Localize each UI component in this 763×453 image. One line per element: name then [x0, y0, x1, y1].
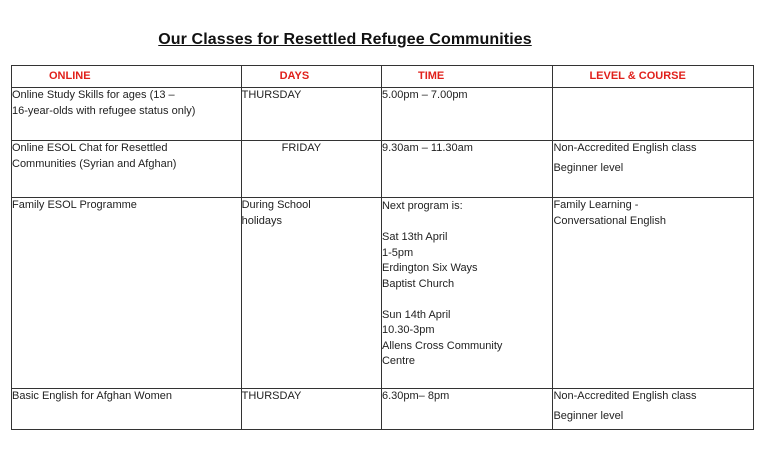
session-line: 1-5pm [381, 246, 414, 259]
course-cell [12, 389, 242, 430]
course-cell [12, 88, 242, 141]
session-line: Sun 14th April [381, 308, 451, 321]
next-program-label: Next program is: [381, 200, 463, 212]
days-cell [241, 88, 381, 141]
table-row [12, 88, 754, 141]
time-cell [381, 141, 552, 198]
session-line: Allens Cross Community [381, 339, 503, 352]
table-row [12, 389, 754, 430]
course-name-line: Family ESOL Programme [12, 199, 137, 211]
table-header-row [12, 66, 754, 88]
level-line: Conversational English [553, 214, 666, 227]
days-value: THURSDAY [241, 89, 302, 101]
level-cell [553, 141, 754, 198]
header-online: ONLINE [12, 66, 242, 88]
time-value: 5.00pm – 7.00pm [381, 89, 468, 101]
level-cell [553, 389, 754, 430]
time-value: 9.30am – 11.30am [381, 142, 473, 154]
session-line: Baptist Church [381, 277, 455, 290]
page-title: Our Classes for Resettled Refugee Communities [158, 31, 532, 48]
level-line: Beginner level [553, 409, 624, 422]
level-cell [553, 88, 754, 141]
level-line: Family Learning - [553, 199, 639, 211]
course-name-line: Communities (Syrian and Afghan) [12, 157, 177, 170]
course-cell [12, 198, 242, 389]
days-value: THURSDAY [241, 390, 302, 402]
header-days: DAYS [241, 66, 381, 88]
course-name-line: Basic English for Afghan Women [12, 390, 172, 402]
days-value: holidays [241, 214, 282, 227]
table-row [12, 141, 754, 198]
classes-table [11, 65, 754, 430]
days-cell [241, 141, 381, 198]
session-line: 10.30-3pm [381, 324, 435, 336]
time-cell [381, 198, 552, 389]
level-line: Beginner level [553, 161, 624, 174]
level-line: Non-Accredited English class [553, 142, 697, 154]
time-value: 6.30pm– 8pm [381, 390, 450, 402]
session-line: Centre [381, 355, 416, 367]
time-cell [381, 389, 552, 430]
course-name-line: Online Study Skills for ages (13 – [12, 89, 175, 101]
level-cell [553, 198, 754, 389]
course-cell [12, 141, 242, 198]
days-value: FRIDAY [281, 142, 322, 154]
session-line: Sat 13th April [381, 231, 448, 243]
table-row [12, 198, 754, 389]
session-line: Erdington Six Ways [381, 262, 478, 274]
course-name-line: 16-year-olds with refugee status only) [12, 104, 196, 117]
time-cell [381, 88, 552, 141]
level-line: Non-Accredited English class [553, 390, 697, 402]
header-time: TIME [381, 66, 552, 88]
course-name-line: Online ESOL Chat for Resettled [12, 142, 168, 154]
days-cell [241, 198, 381, 389]
days-value: During School [241, 199, 311, 211]
days-cell [241, 389, 381, 430]
header-level-course: LEVEL & COURSE [553, 66, 754, 88]
